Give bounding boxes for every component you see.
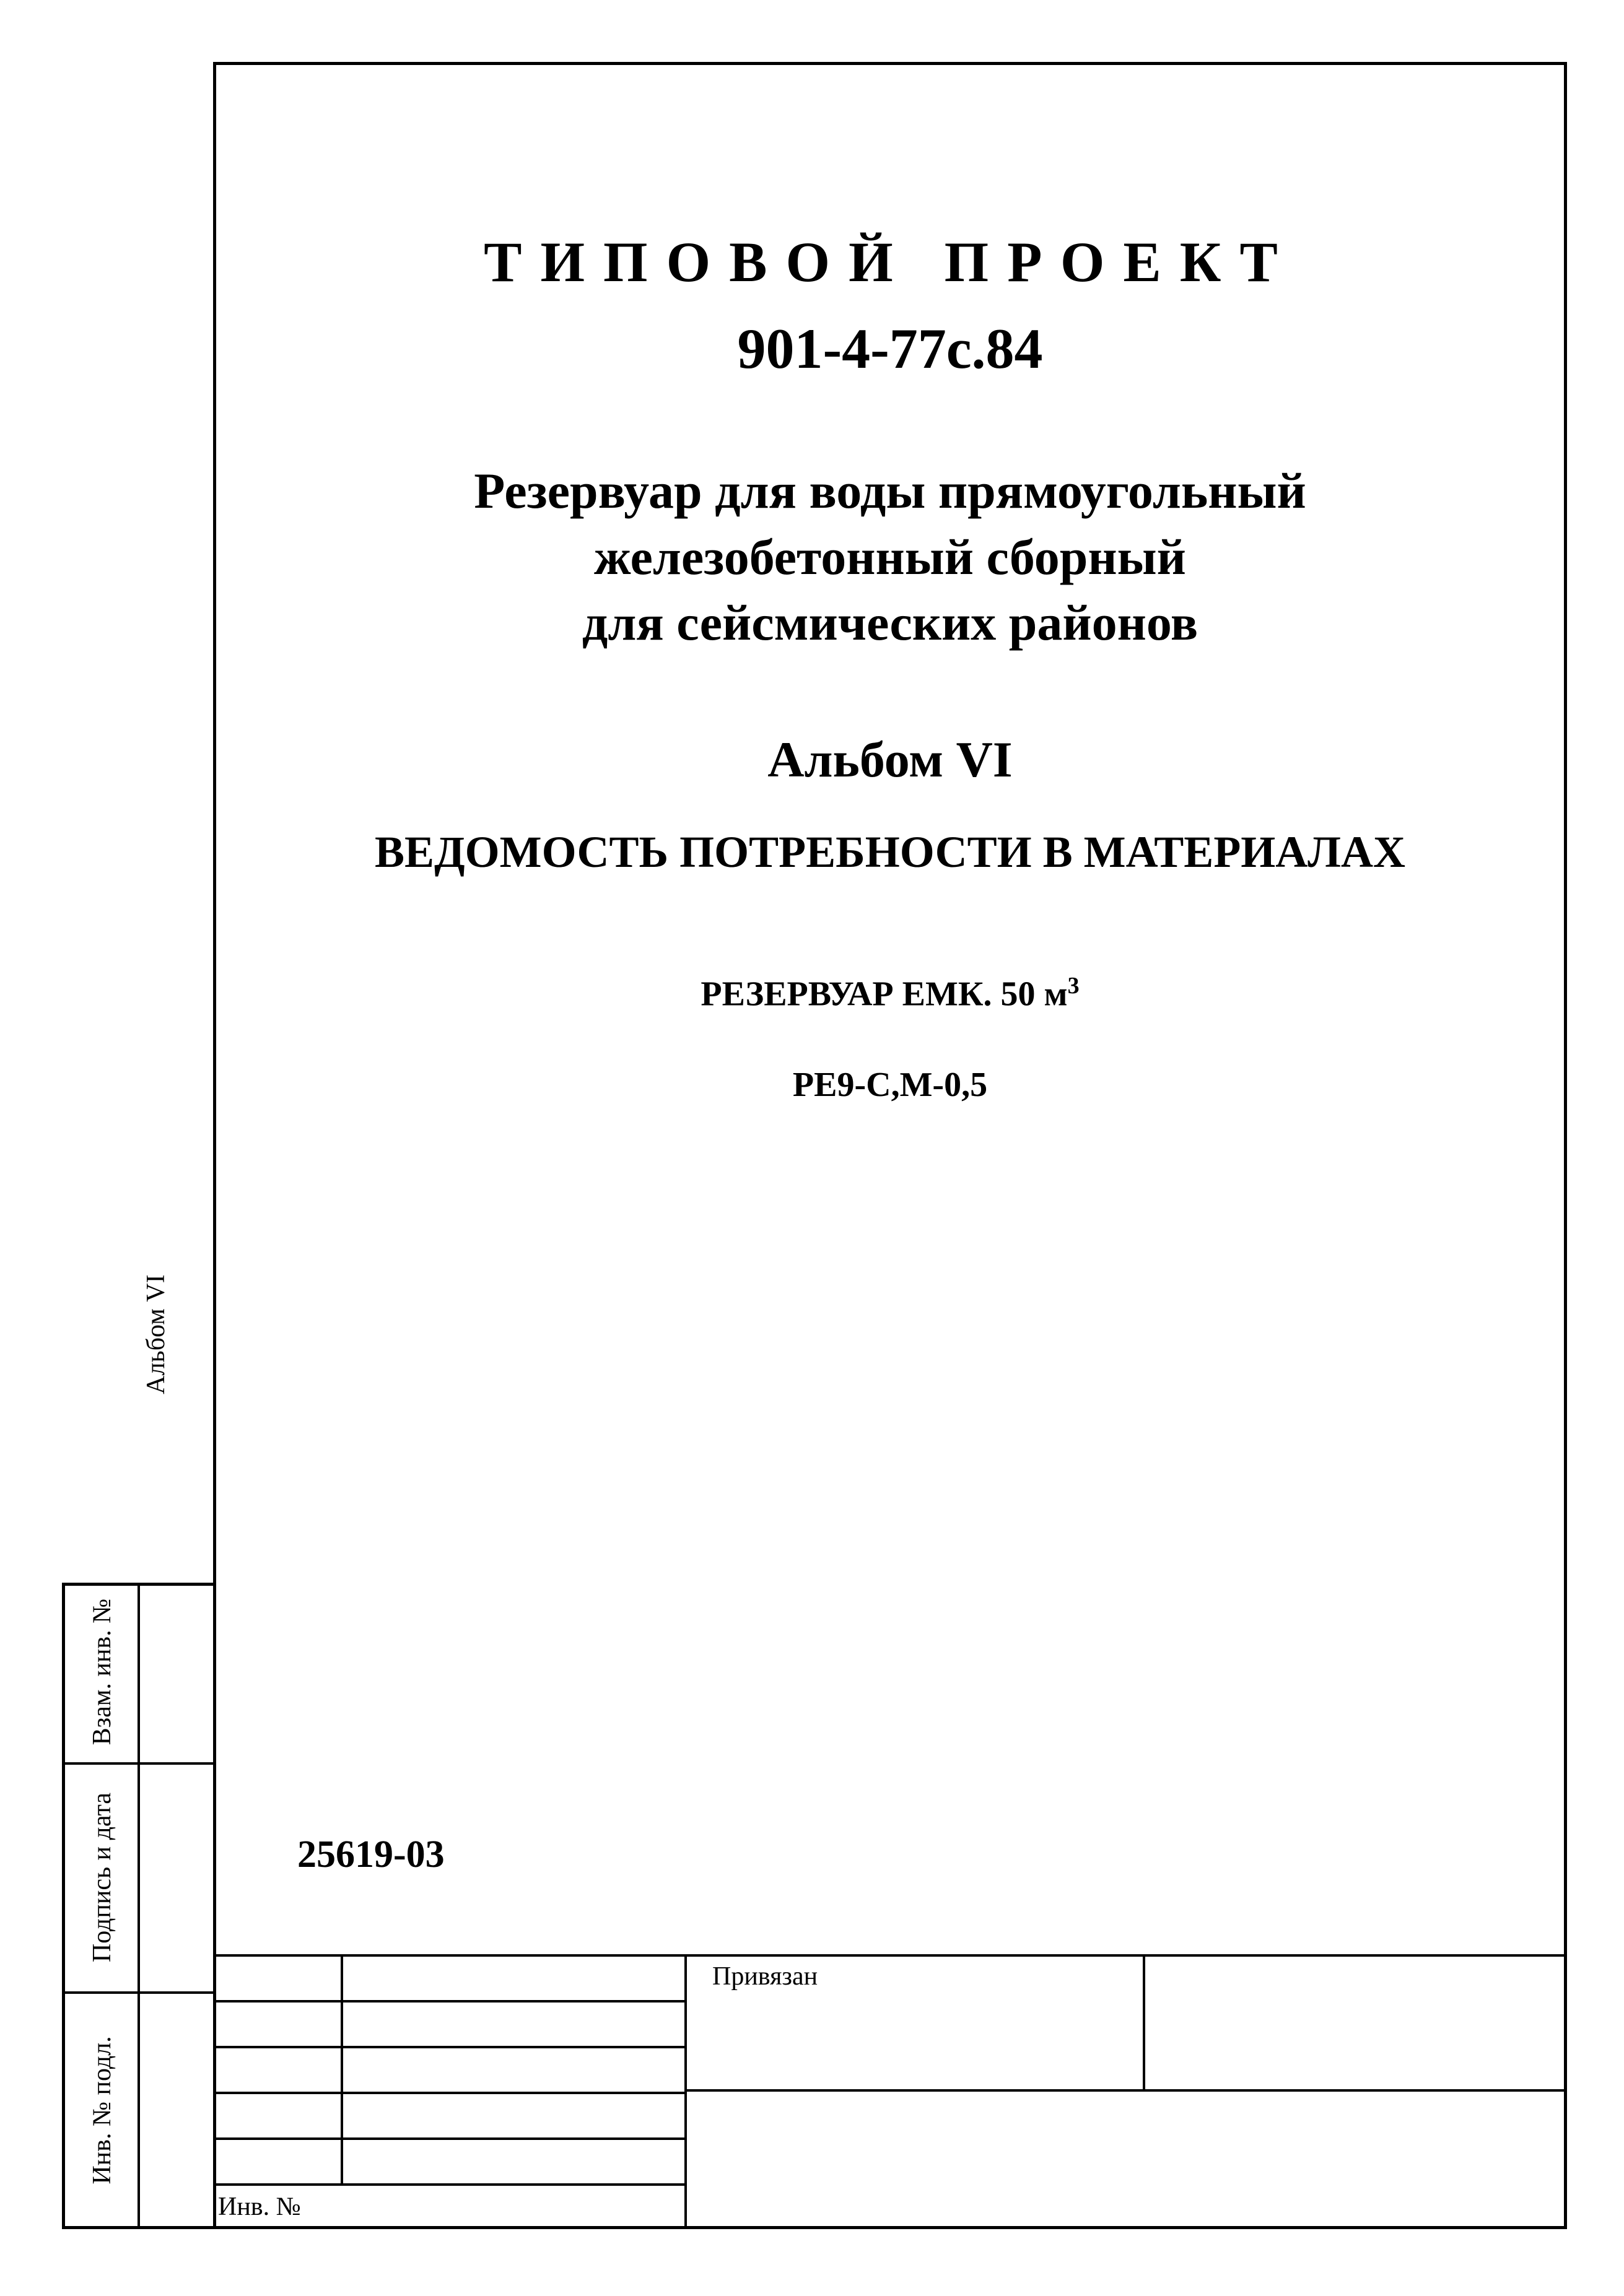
document-number: 25619-03 (297, 1833, 445, 1876)
project-subject (213, 458, 1567, 656)
reservoir-capacity (213, 972, 1567, 1014)
stamp-top-line (213, 1954, 1567, 1957)
stamp-row-line (213, 2000, 684, 2002)
album-title: Альбом VI (767, 731, 1013, 788)
project-code: 901-4-77с.84 (737, 317, 1043, 380)
subject-line-1: Резервуар для воды прямоугольный (474, 463, 1306, 519)
subject-line-2: железобетонный сборный (594, 528, 1186, 585)
subject-line-3: для сейсмических районов (582, 594, 1198, 651)
stamp-privyazan-label: Привязан (712, 1962, 818, 1991)
side-strip-row-line (62, 1991, 213, 1994)
sheet-title: ВЕДОМОСТЬ ПОТРЕБНОСТИ В МАТЕРИАЛАХ (375, 827, 1405, 877)
stamp-col-line (684, 1954, 687, 2229)
side-podpis-data-label: Подпись и дата (88, 1792, 116, 1963)
side-album-label: Альбом VI (142, 1274, 170, 1394)
document-type-title: ТИПОВОЙ ПРОЕКТ (484, 230, 1296, 294)
side-inv-podl-label: Инв. № подл. (88, 2036, 116, 2185)
stamp-inv-no-label: Инв. № (218, 2193, 301, 2221)
side-strip-divider (138, 1583, 140, 2229)
stamp-row-line (213, 2092, 684, 2094)
stamp-row-line (213, 2183, 684, 2186)
side-vzam-inv-label: Взам. инв. № (88, 1598, 116, 1746)
stamp-row-line (213, 2046, 684, 2048)
stamp-col-line (341, 1954, 343, 2183)
stamp-row-line (213, 2137, 684, 2140)
reservoir-capacity-text: РЕЗЕРВУАР ЕМК. 50 м (701, 975, 1068, 1014)
unit-superscript: 3 (1067, 973, 1080, 999)
stamp-row-line (684, 2089, 1567, 2092)
side-strip-row-line (62, 1762, 213, 1765)
reservoir-mark: РЕ9-С,М-0,5 (792, 1066, 988, 1104)
drawing-frame (213, 62, 1567, 2229)
stamp-col-line (1143, 1954, 1145, 2089)
